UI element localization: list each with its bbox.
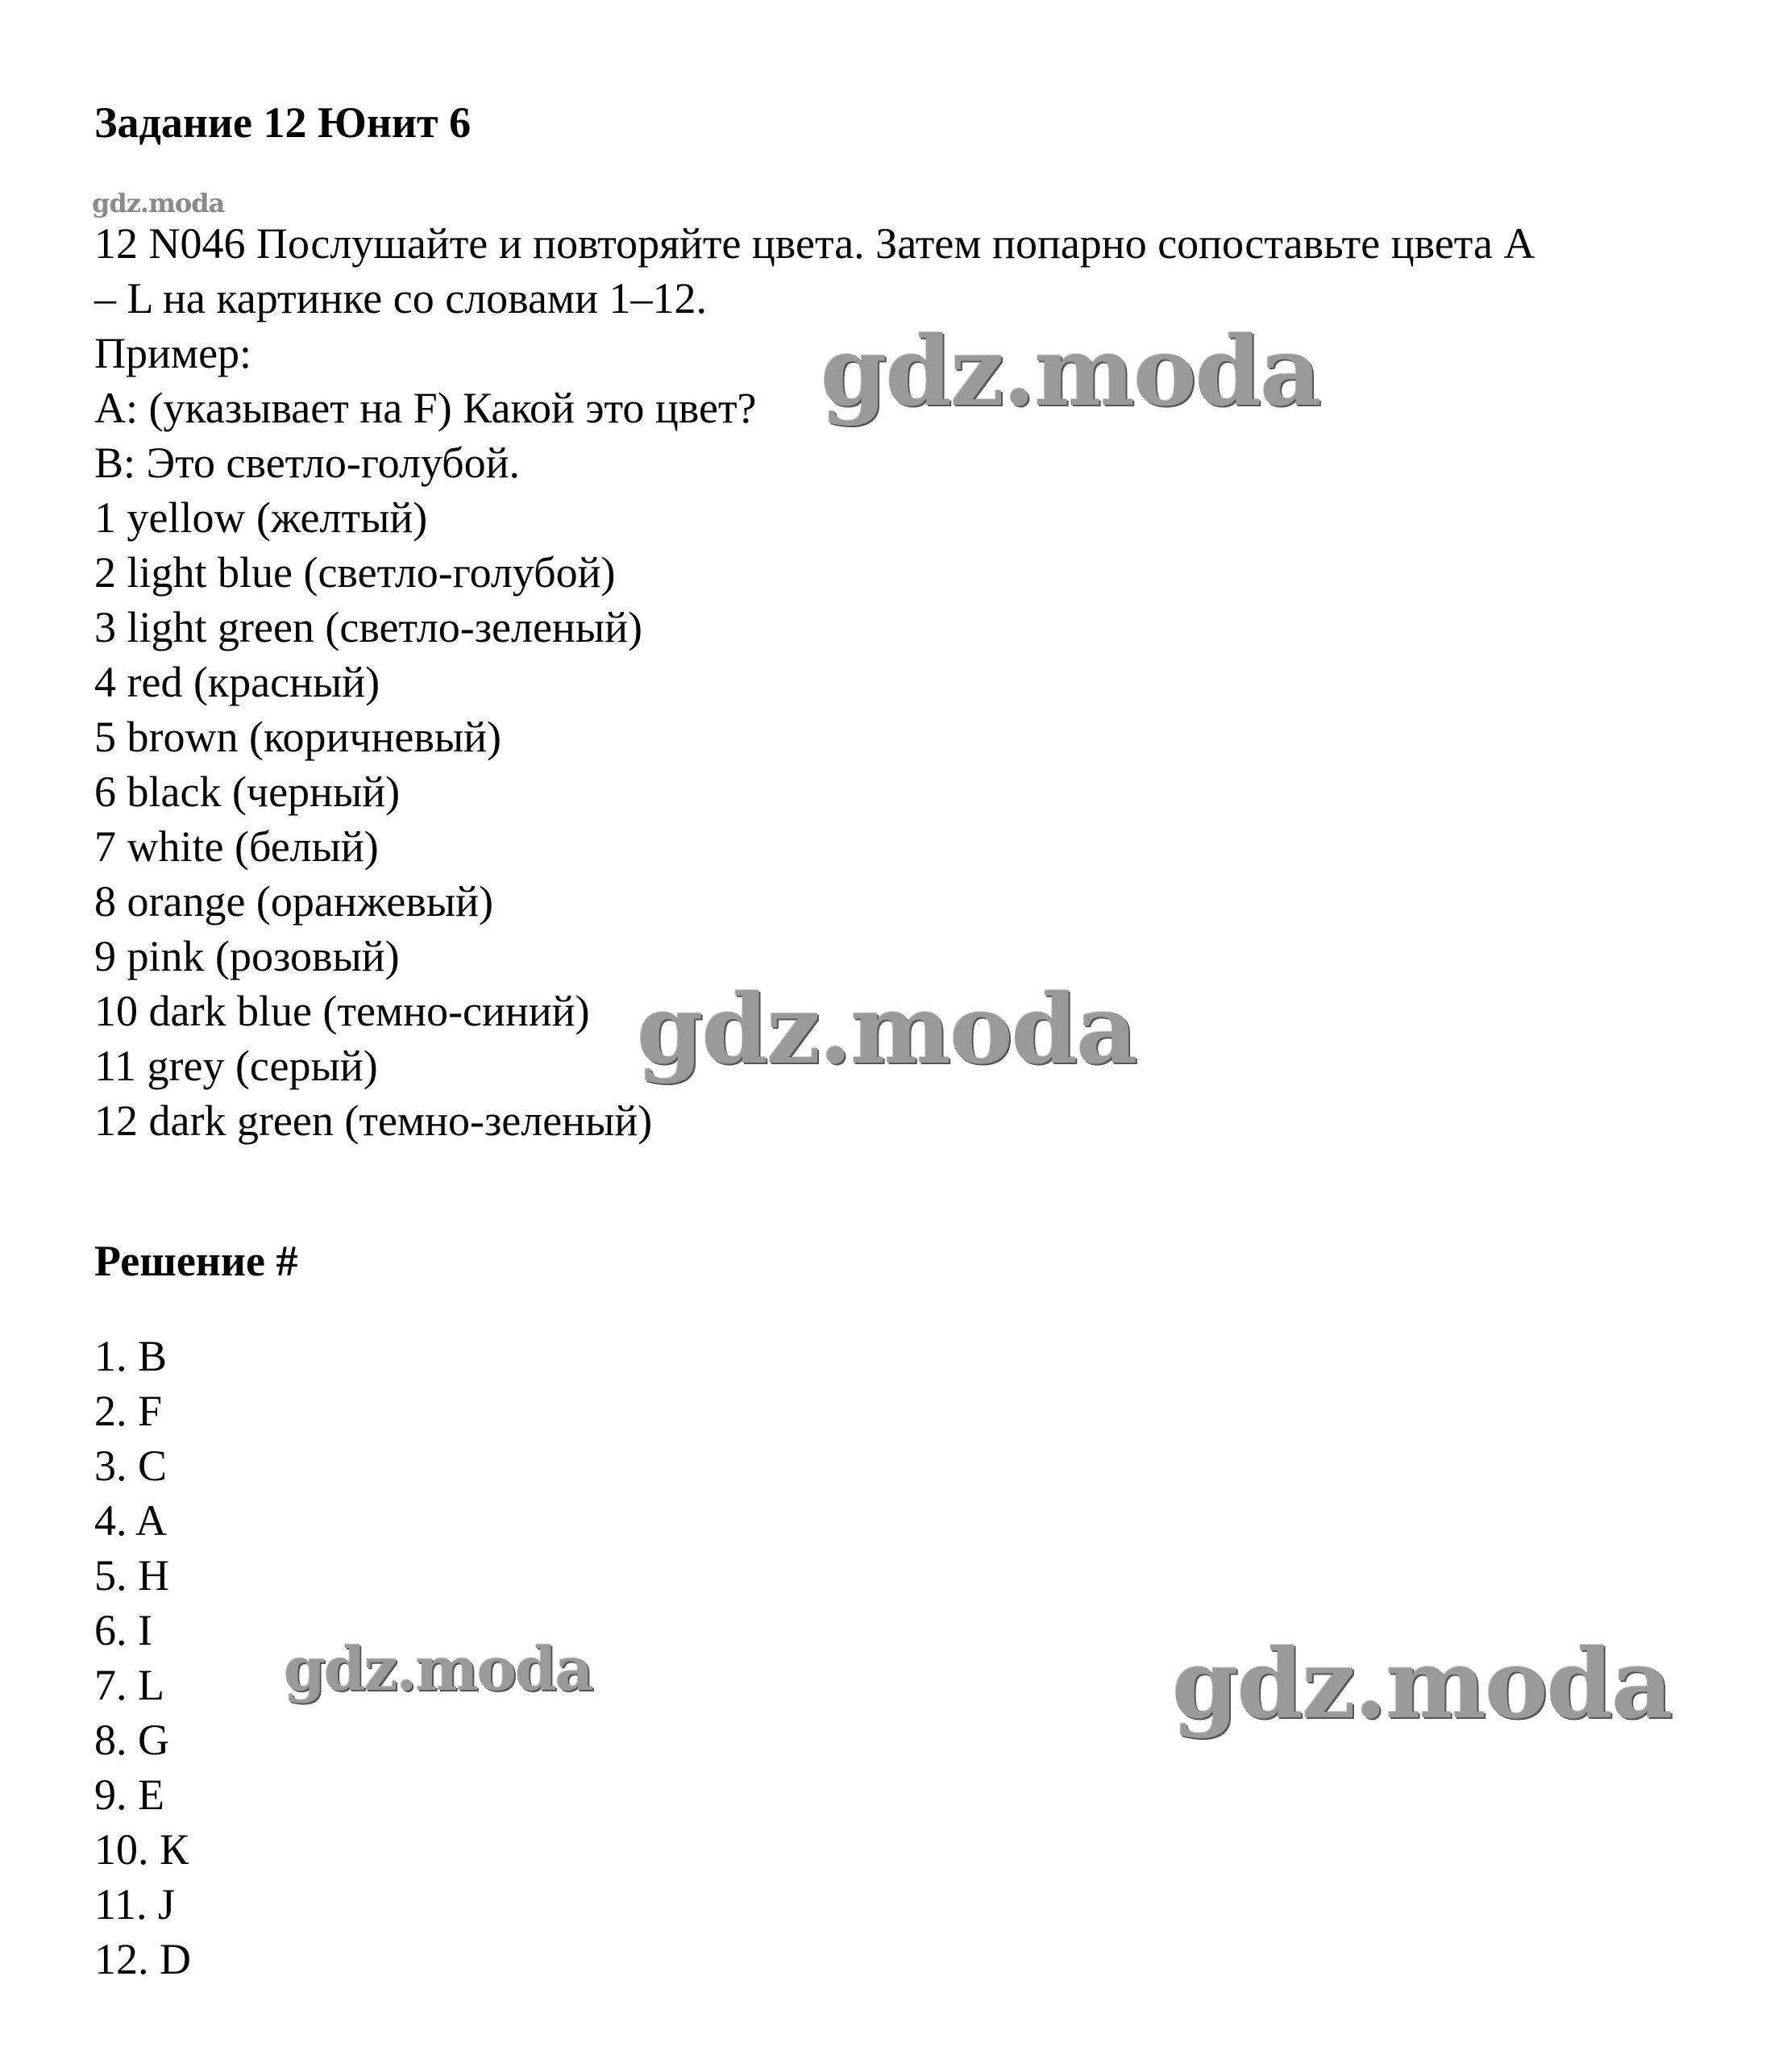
color-item: 7 white (белый) bbox=[94, 822, 379, 871]
answer-item: 5. H bbox=[94, 1551, 169, 1600]
color-item: 1 yellow (желтый) bbox=[94, 493, 428, 542]
watermark: gdz.moda bbox=[637, 973, 1136, 1085]
answer-item: 8. G bbox=[94, 1716, 169, 1764]
watermark: gdz.moda bbox=[284, 1635, 592, 1704]
color-item: 6 black (черный) bbox=[94, 768, 401, 816]
watermark: gdz.moda bbox=[1172, 1628, 1672, 1740]
task-line: B: Это светло-голубой. bbox=[94, 439, 521, 487]
color-item: 9 pink (розовый) bbox=[94, 932, 400, 980]
solution-title: Решение # bbox=[94, 1237, 298, 1285]
answer-item: 3. C bbox=[94, 1442, 168, 1490]
color-item: 8 orange (оранжевый) bbox=[94, 877, 493, 926]
answer-item: 7. L bbox=[94, 1661, 164, 1709]
answer-item: 9. E bbox=[94, 1770, 164, 1819]
color-item: 3 light green (светло-зеленый) bbox=[94, 603, 642, 651]
color-item: 5 brown (коричневый) bbox=[94, 713, 502, 761]
answer-item: 11. J bbox=[94, 1880, 176, 1928]
task-line: – L на картинке со словами 1–12. bbox=[94, 274, 707, 322]
color-item: 11 grey (серый) bbox=[94, 1042, 378, 1090]
color-item: 10 dark blue (темно-синий) bbox=[94, 987, 590, 1035]
answer-item: 4. A bbox=[94, 1496, 168, 1545]
answer-item: 12. D bbox=[94, 1935, 191, 1983]
task-line: A: (указывает на F) Какой это цвет? bbox=[94, 384, 757, 432]
task-line: Пример: bbox=[94, 329, 252, 377]
color-item: 12 dark green (темно-зеленый) bbox=[94, 1096, 653, 1145]
color-item: 2 light blue (светло-голубой) bbox=[94, 548, 616, 597]
color-item: 4 red (красный) bbox=[94, 658, 380, 706]
answer-item: 6. I bbox=[94, 1606, 152, 1654]
page-title: Задание 12 Юнит 6 bbox=[94, 98, 472, 147]
answer-item: 1. B bbox=[94, 1332, 168, 1380]
watermark: gdz.moda bbox=[821, 315, 1320, 427]
answer-item: 10. К bbox=[94, 1825, 189, 1874]
watermark-small: gdz.moda bbox=[92, 188, 225, 218]
task-line: 12 N046 Послушайте и повторяйте цвета. Затем попарно сопоставьте цвета A bbox=[94, 219, 1535, 268]
answer-item: 2. F bbox=[94, 1387, 163, 1435]
